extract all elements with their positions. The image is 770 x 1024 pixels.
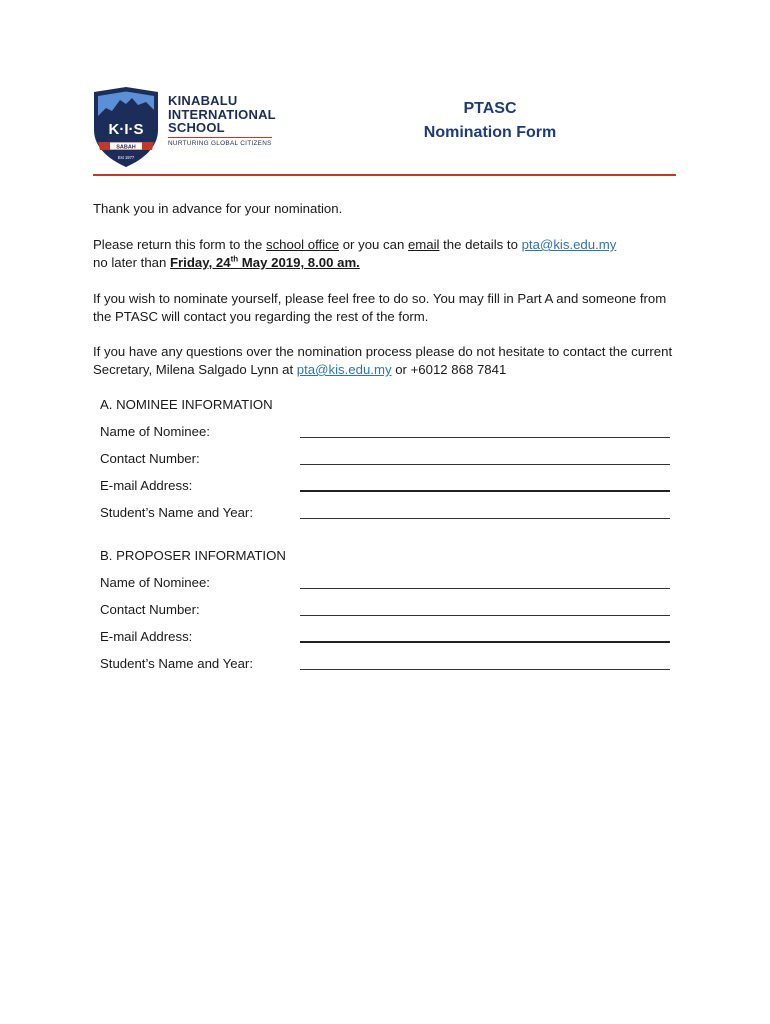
school-tagline: NURTURING GLOBAL CITIZENS <box>168 140 272 147</box>
text-segment: If you have any questions over the nomination process please do not hesitate to contact the current Secretary, Milena Salgado Lynn at <box>93 344 673 377</box>
school-name-line-1: KINABALU <box>168 93 238 108</box>
logo-monogram: K·I·S <box>108 121 144 138</box>
secretary-phone: or +6012 868 7841 <box>391 362 507 377</box>
school-logo <box>92 86 282 168</box>
nominee-student-field[interactable] <box>300 518 670 519</box>
deadline-text <box>170 255 360 270</box>
return-instructions-line <box>93 236 683 254</box>
form-title <box>395 97 585 145</box>
text-segment: the details to <box>439 237 522 252</box>
deadline-line <box>93 254 683 272</box>
school-crest-icon <box>92 86 160 168</box>
intro-paragraph-1: Thank you in advance for your nomination. <box>93 201 343 216</box>
nominee-contact-label: Contact Number: <box>100 451 200 466</box>
nominee-contact-field[interactable] <box>300 464 670 465</box>
nominee-name-field[interactable] <box>300 437 670 438</box>
nominee-student-label: Student’s Name and Year: <box>100 505 253 520</box>
header-divider <box>93 174 676 176</box>
proposer-name-field[interactable] <box>300 588 670 589</box>
intro-paragraph-3: If you wish to nominate yourself, please feel free to do so. You may fill in Part A and someone from the PTASC will contact you regarding the rest of the form. <box>93 291 667 324</box>
intro-paragraph-2 <box>93 236 683 272</box>
deadline-ordinal: th <box>230 254 239 264</box>
proposer-student-field[interactable] <box>300 669 670 670</box>
text-segment: Please return this form to the <box>93 237 266 252</box>
intro-paragraph-4 <box>93 343 683 379</box>
text-segment: or you can <box>339 237 408 252</box>
section-a-heading: A. NOMINEE INFORMATION <box>100 397 273 412</box>
proposer-name-label: Name of Nominee: <box>100 575 210 590</box>
form-title-line-2: Nomination Form <box>423 124 557 141</box>
school-name-line-2: INTERNATIONAL <box>168 106 276 122</box>
nominee-email-field[interactable] <box>300 490 670 492</box>
nominee-name-label: Name of Nominee: <box>100 424 210 439</box>
school-name <box>168 94 276 135</box>
school-office-text: school office <box>265 237 340 252</box>
email-word-text: email <box>407 237 440 252</box>
deadline-time: May 2019, 8.00 am. <box>238 255 360 270</box>
pta-email-link[interactable]: pta@kis.edu.my <box>521 237 617 252</box>
logo-est-text: Est 1977 <box>117 155 135 160</box>
deadline-date: Friday, 24 <box>169 255 231 270</box>
proposer-email-label: E-mail Address: <box>100 629 193 644</box>
text-segment: no later than <box>93 255 170 270</box>
nominee-email-label: E-mail Address: <box>100 478 193 493</box>
tagline-divider <box>168 137 272 138</box>
proposer-contact-label: Contact Number: <box>100 602 200 617</box>
proposer-email-field[interactable] <box>300 641 670 643</box>
proposer-contact-field[interactable] <box>300 615 670 616</box>
form-title-line-1: PTASC <box>463 100 517 117</box>
section-b-heading: B. PROPOSER INFORMATION <box>100 548 286 563</box>
proposer-student-label: Student’s Name and Year: <box>100 656 253 671</box>
secretary-email-link[interactable]: pta@kis.edu.my <box>296 362 392 377</box>
school-name-line-3: SCHOOL <box>168 120 225 135</box>
logo-ribbon-text: SABAH <box>116 144 136 151</box>
